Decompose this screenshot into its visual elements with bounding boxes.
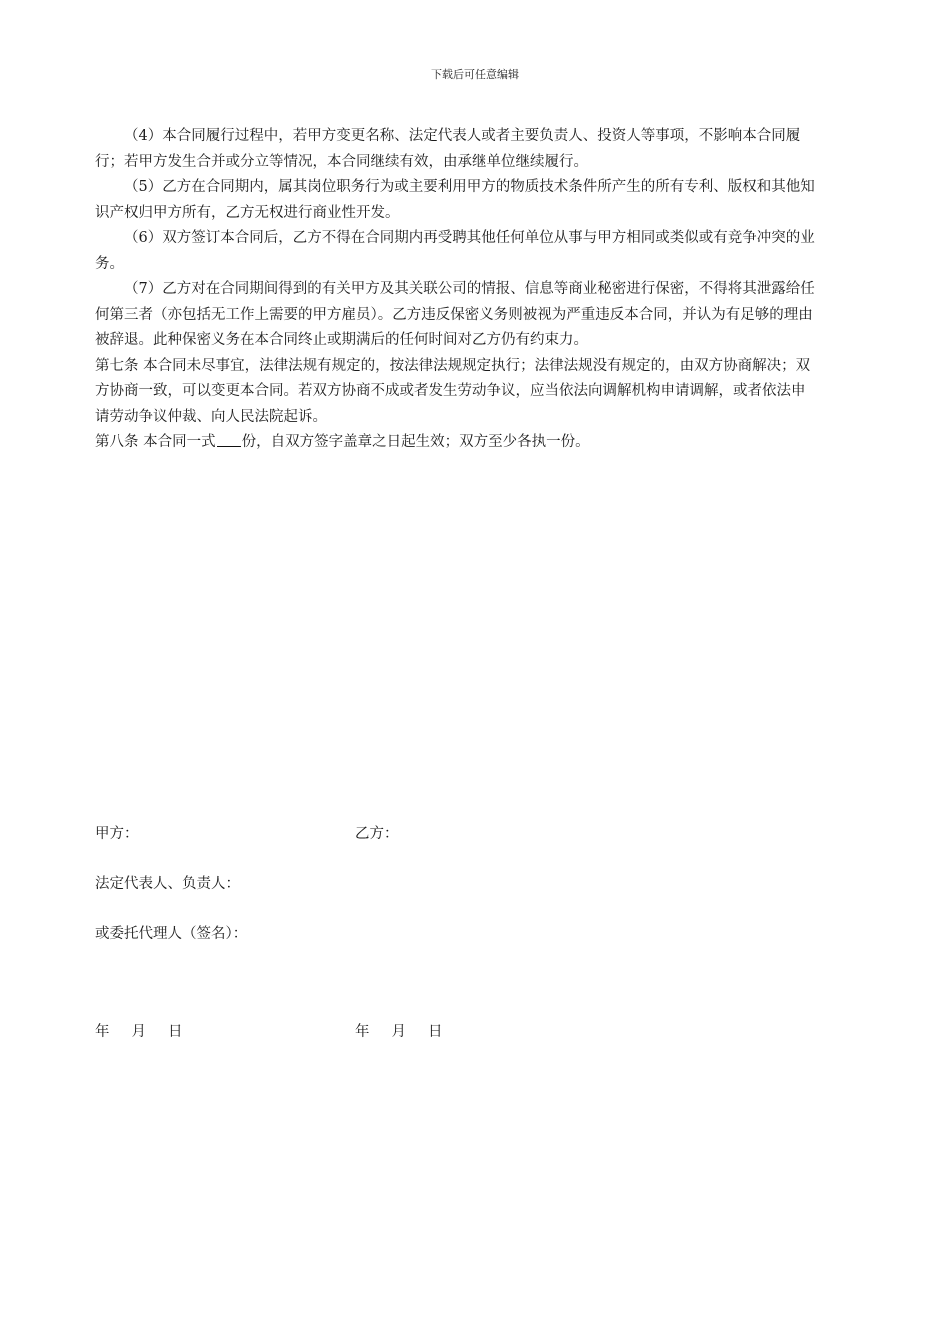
party-a-date <box>95 1022 183 1042</box>
party-b-date <box>355 1022 443 1042</box>
party-a-date-day: 日 <box>168 1024 183 1040</box>
contract-body <box>95 124 815 456</box>
article-8-after-blank: 份，自双方签字盖章之日起生效；双方至少各执一份。 <box>241 434 590 450</box>
party-a-date-month: 月 <box>131 1024 146 1040</box>
legal-representative-label: 法定代表人、负责人： <box>95 876 240 892</box>
party-b-label: 乙方： <box>355 826 399 842</box>
clause-6: （6）双方签订本合同后，乙方不得在合同期内再受聘其他任何单位从事与甲方相同或类似或有竞争冲突的业务。 <box>95 230 815 272</box>
article-8-before-blank: 第八条 本合同一式 <box>95 434 216 450</box>
authorized-agent-label: 或委托代理人（签名）： <box>95 926 248 942</box>
party-b-date-day: 日 <box>428 1024 443 1040</box>
clause-4: （4）本合同履行过程中，若甲方变更名称、法定代表人或者主要负责人、投资人等事项，不影响本合同履行；若甲方发生合并或分立等情况，本合同继续有效，由承继单位继续履行。 <box>95 128 801 170</box>
article-7: 第七条 本合同未尽事宜，法律法规有规定的，按法律法规规定执行；法律法规没有规定的，由双方协商解决；双方协商一致，可以变更本合同。若双方协商不成或者发生劳动争议，应当依法向调解机构申请调解，或者依法申请劳动争议仲裁、向人民法院起诉。 <box>95 357 811 425</box>
clause-7: （7）乙方对在合同期间得到的有关甲方及其关联公司的情报、信息等商业秘密进行保密，不得将其泄露给任何第三者（亦包括无工作上需要的甲方雇员）。乙方违反保密义务则被视为严重违反本合同，并认为有足够的理由被辞退。此种保密义务在本合同终止或期满后的任何时间对乙方仍有约束力。 <box>95 281 815 348</box>
party-a-date-year: 年 <box>95 1024 110 1040</box>
party-b-date-month: 月 <box>391 1024 406 1040</box>
party-a-label: 甲方： <box>95 826 139 842</box>
header-note: 下载后可任意编辑 <box>431 68 519 81</box>
party-b-date-year: 年 <box>355 1024 370 1040</box>
copies-blank-field[interactable] <box>217 432 241 447</box>
clause-5: （5）乙方在合同期内，属其岗位职务行为或主要利用甲方的物质技术条件所产生的所有专利、版权和其他知识产权归甲方所有，乙方无权进行商业性开发。 <box>95 179 815 221</box>
article-8 <box>95 430 815 456</box>
